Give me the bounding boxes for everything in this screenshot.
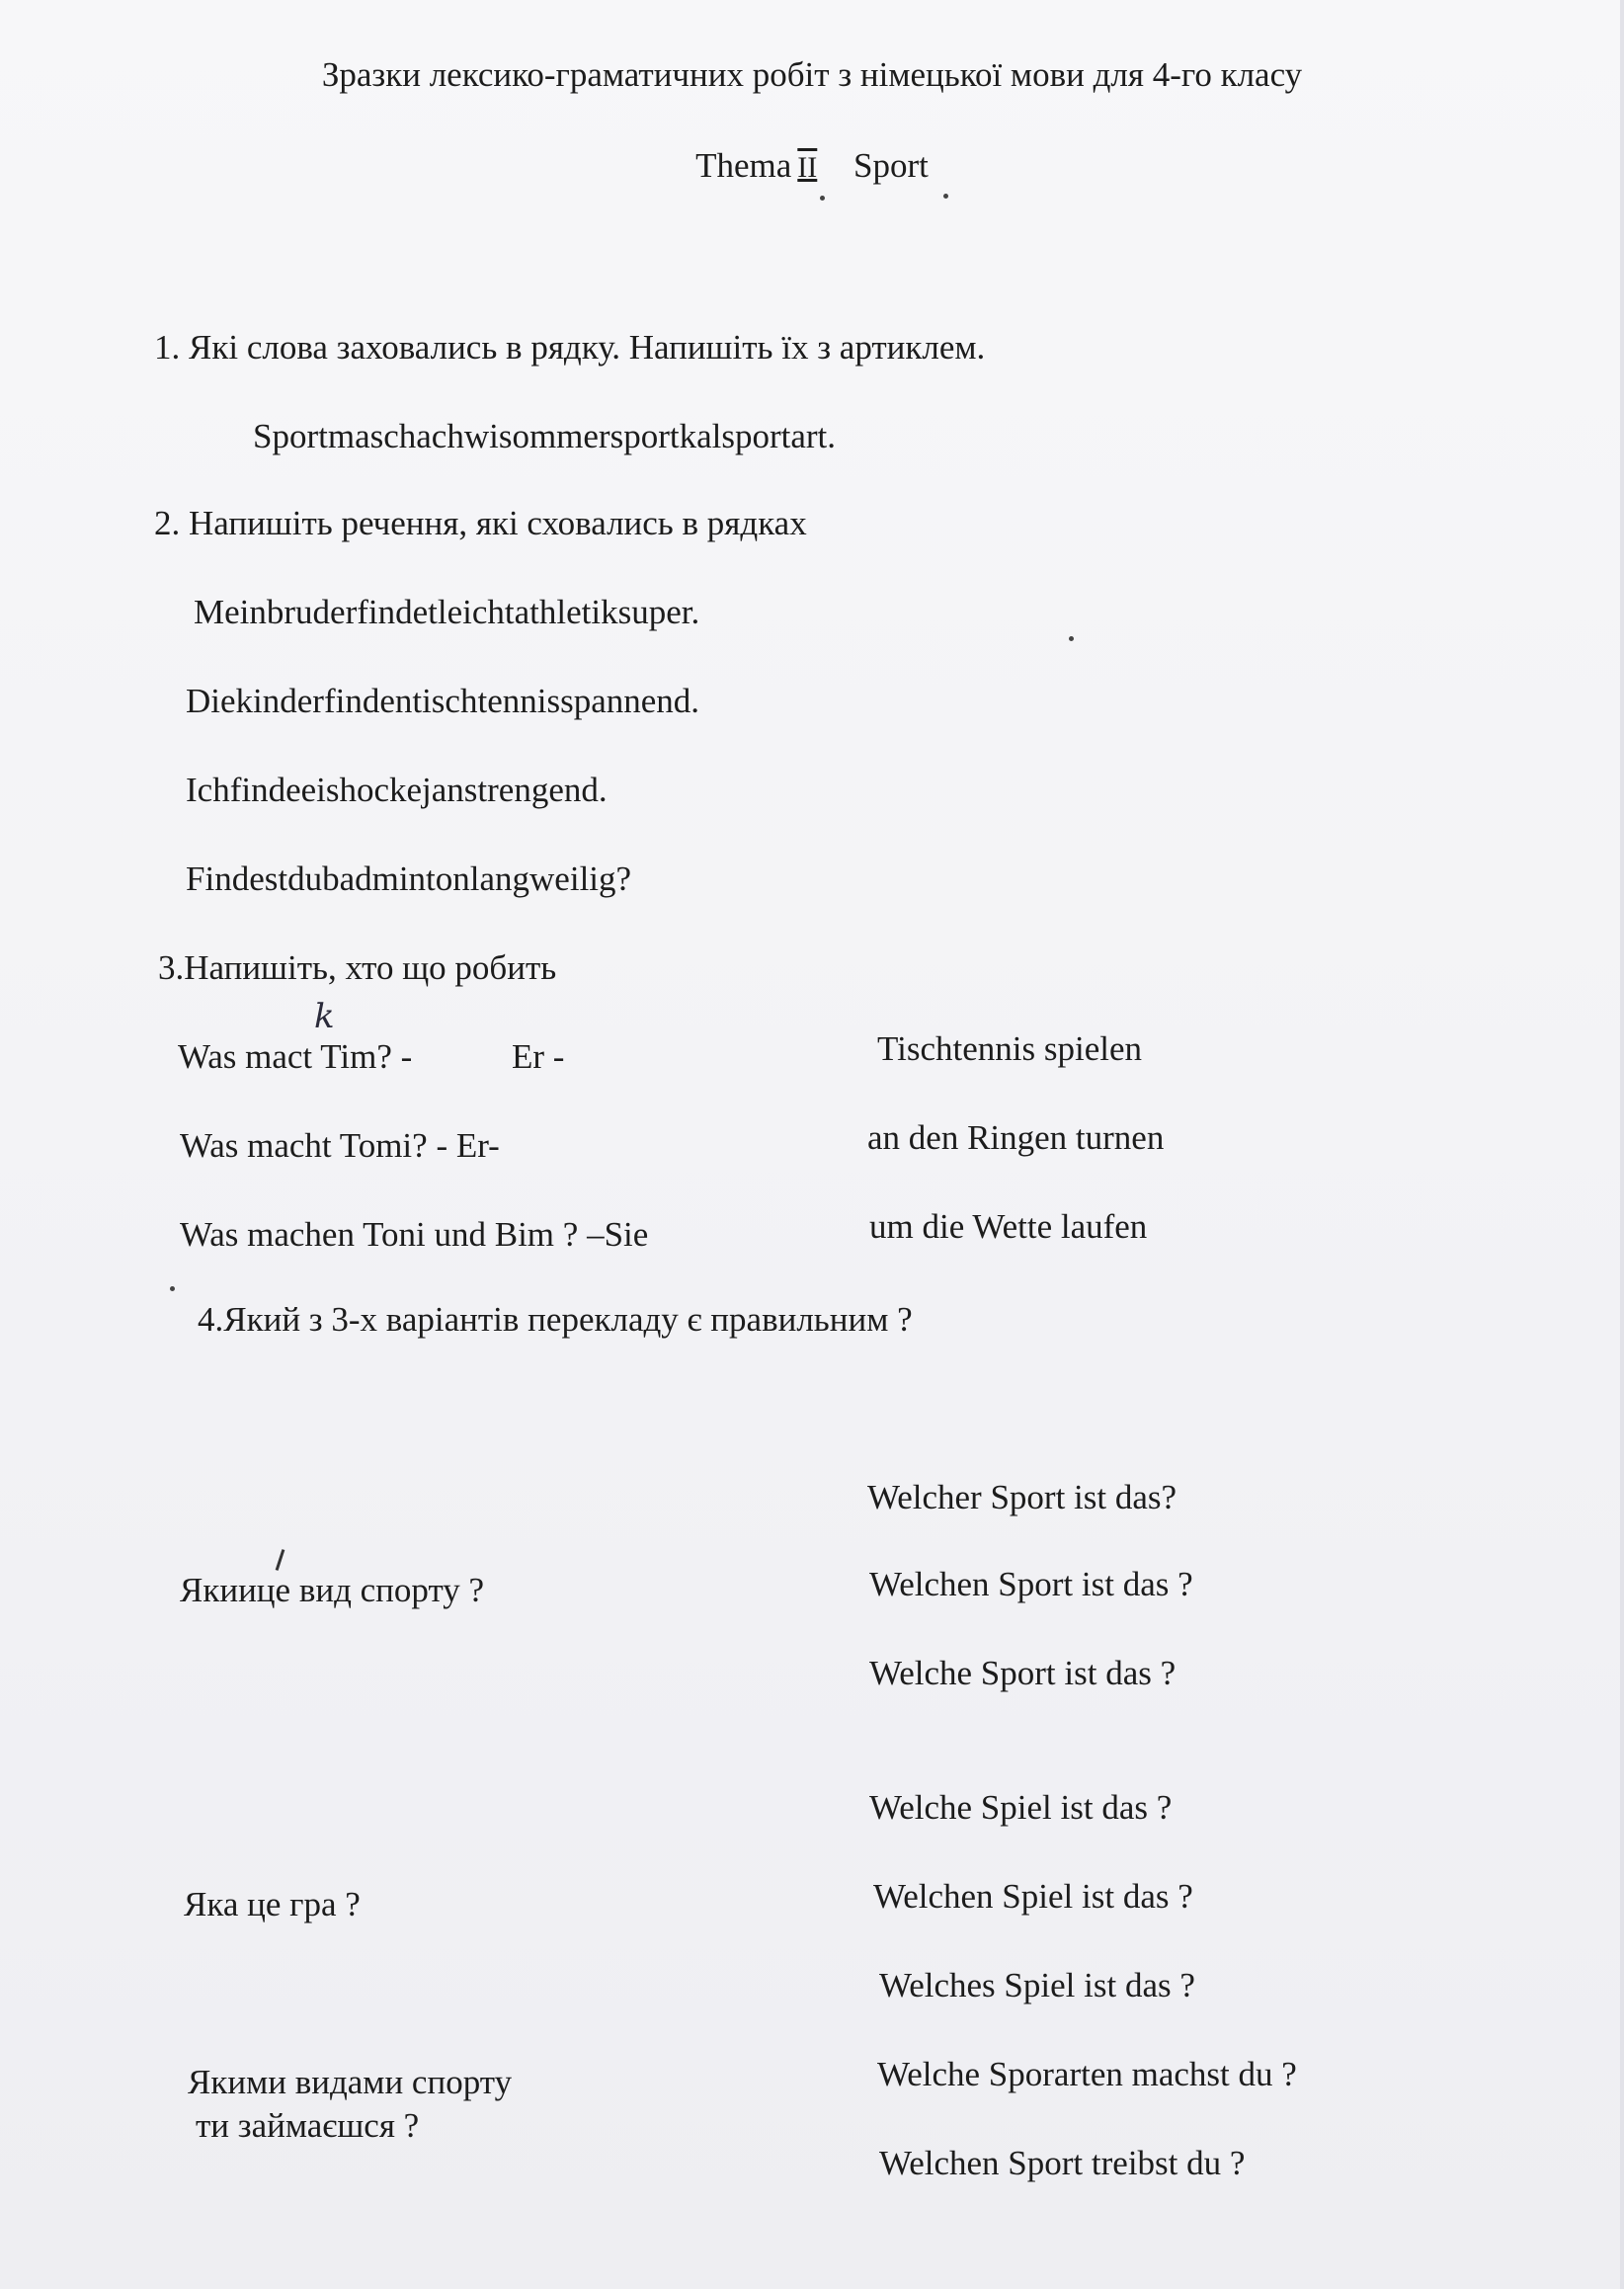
task3-answer-start: Er - [512, 1037, 565, 1076]
page-title: Зразки лексико-граматичних робіт з німецької мови для 4-го класу [321, 55, 1303, 94]
ink-dot [820, 196, 825, 201]
task3-activity: Tischtennis spielen [877, 1029, 1143, 1068]
task4-prompt: Яка це гра ? [184, 1885, 361, 1923]
page-edge [1620, 0, 1624, 2289]
task4-option: Welchen Spiel ist das ? [873, 1877, 1193, 1916]
task4-prompt: Якими видами спорту [188, 2063, 513, 2101]
task4-heading: 4.Який з 3-х варіантів перекладу є правильним ? [198, 1300, 913, 1339]
task4-option: Welchen Sport ist das ? [869, 1565, 1193, 1603]
task4-prompt: Якиице вид спорту ? [180, 1571, 485, 1609]
task4-option: Welche Spiel ist das ? [869, 1788, 1173, 1827]
task4-prompt: ти займаєшся ? [196, 2106, 420, 2145]
task3-question: Was macht Tomi? - Er- [180, 1126, 500, 1165]
task2-line: Meinbruderfindetleichtathletiksuper. [194, 593, 700, 631]
task4-option: Welchen Sport treibst du ? [879, 2144, 1246, 2182]
handwritten-mark [276, 1549, 285, 1571]
theme-line [0, 148, 1624, 183]
theme-number: II [797, 151, 818, 184]
task2-line: Ichfindeeishockejanstrengend. [186, 771, 608, 809]
task2-line: Diekinderfindentischtennisspannend. [186, 682, 700, 720]
task4-option: Welche Sporarten machst du ? [877, 2055, 1297, 2093]
task4-option: Welcher Sport ist das? [867, 1478, 1177, 1516]
theme-name: Sport [853, 146, 929, 185]
task2-heading: 2. Напишіть речення, які сховались в рядках [154, 504, 807, 542]
handwritten-correction: k [314, 997, 335, 1036]
task1-word-line: Sportmaschachwisommersportkalsportart. [253, 417, 837, 455]
task4-option: Welches Spiel ist das ? [879, 1966, 1195, 2004]
theme-label: Thema [695, 146, 792, 185]
task1-heading: 1. Які слова заховались в рядку. Напишіть їх з артиклем. [154, 328, 986, 367]
task3-question: Was mact Tim? - [178, 1037, 413, 1076]
task2-line: Findestdubadmintonlangweilig? [186, 859, 632, 898]
task4-option: Welche Sport ist das ? [869, 1654, 1177, 1692]
ink-dot [943, 194, 948, 199]
task3-question: Was machen Toni und Bim ? –Sie [180, 1215, 649, 1254]
task3-activity: um die Wette laufen [869, 1207, 1148, 1246]
ink-dot [1069, 636, 1074, 641]
ink-dot [170, 1286, 175, 1291]
task3-heading: 3.Напишіть, хто що робить [158, 948, 557, 987]
task3-activity: an den Ringen turnen [867, 1118, 1165, 1157]
